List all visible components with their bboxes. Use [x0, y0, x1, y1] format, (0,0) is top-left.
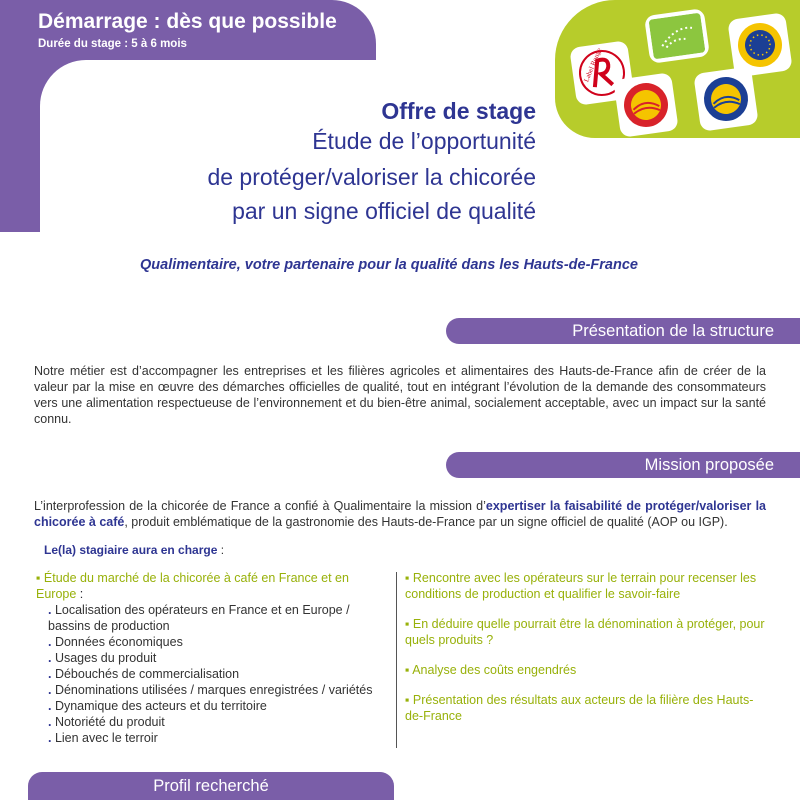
list-item	[405, 662, 765, 678]
mission-intro-part-2: , produit emblématique de la gastronomie des Hauts-de-France par un signe officiel de qualité (AOP ou IGP).	[124, 515, 728, 529]
tagline: Qualimentaire, votre partenaire pour la qualité dans les Hauts-de-France	[140, 257, 638, 273]
eu-igp-icon	[693, 66, 759, 132]
offer-subtitle-line-3: par un signe officiel de qualité	[232, 198, 536, 224]
structure-description: Notre métier est d’accompagner les entreprises et les filières agricoles et alimentaires des Hauts-de-France afin de créer de la valeur par la mise en œuvre des démarches officielles de qualité, tout en intégrant l’évolution de la demande des consommateurs vers une alimentation respectueuse de l’environnement et du bien-être animal, socialement acceptable, avec un impact sur la santé connu.	[34, 364, 766, 426]
bullet-icon: ▪	[405, 663, 413, 677]
list-item: . Localisation des opérateurs en France et en Europe / bassins de production	[48, 602, 391, 634]
label-rouge-text: Label Rouge	[582, 46, 604, 84]
list-item: . Lien avec le terroir	[48, 730, 391, 746]
mission-intro-emphasis: expertiser la faisabilité de protéger/valoriser la chicorée à café	[34, 499, 767, 529]
task-text: Présentation des résultats aux acteurs de la filière des Hauts-de-France	[405, 693, 754, 723]
mission-intro-part-1: L’interprofession de la chicorée de France a confié à Qualimentaire la mission d’	[34, 499, 486, 513]
offer-subtitle-line-2: de protéger/valoriser la chicorée	[207, 164, 536, 190]
offer-title: Offre de stage	[381, 98, 536, 124]
list-item	[405, 616, 765, 648]
section-heading-mission: Mission proposée	[446, 452, 800, 478]
market-study-title: Étude du marché de la chicorée à café en France et en Europe	[36, 571, 349, 601]
market-study-column	[36, 570, 391, 746]
start-date: Démarrage : dès que possible	[38, 10, 337, 33]
offer-subtitle-line-1: Étude de l’opportunité	[312, 128, 536, 154]
bullet-icon: ▪	[405, 571, 413, 585]
list-item: . Débouchés de commercialisation	[48, 666, 391, 682]
list-item	[405, 692, 765, 724]
market-study-list	[48, 602, 391, 746]
title-card	[40, 60, 570, 260]
list-item: . Usages du produit	[48, 650, 391, 666]
market-study-suffix: :	[76, 587, 84, 601]
list-item: . Données économiques	[48, 634, 391, 650]
column-divider	[396, 572, 397, 748]
section-heading-structure: Présentation de la structure	[446, 318, 800, 344]
eu-aop-icon	[613, 72, 679, 138]
bullet-icon: ▪	[36, 571, 44, 585]
market-study-heading	[36, 570, 391, 602]
bullet-icon: ▪	[405, 617, 413, 631]
tasks-column	[405, 570, 765, 738]
mission-intro	[34, 498, 766, 530]
list-item: . Dynamique des acteurs et du territoire	[48, 698, 391, 714]
tasks-label	[44, 543, 224, 557]
internship-duration: Durée du stage : 5 à 6 mois	[38, 38, 187, 50]
task-text: Analyse des coûts engendrés	[412, 663, 577, 677]
list-item: . Notoriété du produit	[48, 714, 391, 730]
eu-organic-icon	[644, 8, 710, 64]
bullet-icon: ▪	[405, 693, 413, 707]
tasks-label-suffix: :	[217, 543, 225, 557]
section-heading-profile: Profil recherché	[28, 772, 394, 800]
tasks-label-bold: Le(la) stagiaire aura en charge	[44, 543, 218, 557]
task-text: Rencontre avec les opérateurs sur le terrain pour recenser les conditions de production et qualifier le savoir-faire	[405, 571, 757, 601]
list-item	[405, 570, 765, 602]
quality-labels-panel	[555, 0, 800, 138]
list-item: . Dénominations utilisées / marques enregistrées / variétés	[48, 682, 391, 698]
task-text: En déduire quelle pourrait être la dénomination à protéger, pour quels produits ?	[405, 617, 765, 647]
